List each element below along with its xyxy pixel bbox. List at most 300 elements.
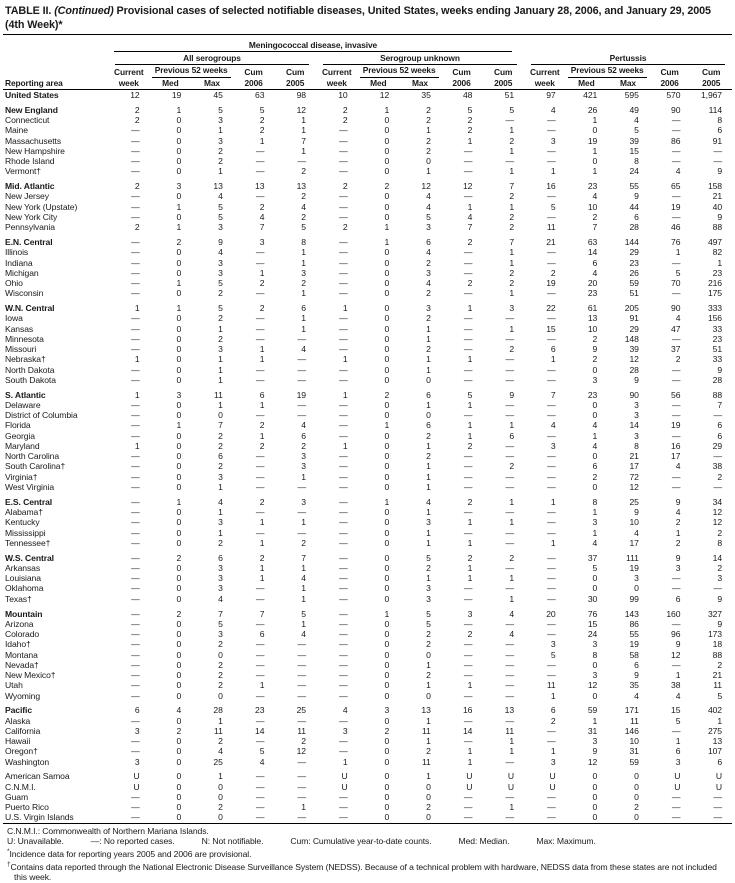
value-cell: — <box>505 639 515 650</box>
table-row <box>3 313 732 323</box>
value-cell: 3 <box>426 593 431 604</box>
value-cell: 12 <box>296 104 306 115</box>
value-cell: — <box>131 471 140 482</box>
value-cell: — <box>339 451 348 462</box>
value-cell: 1 <box>592 507 598 518</box>
value-cell: — <box>339 267 348 278</box>
value-cell: — <box>255 507 265 518</box>
value-cell: 6 <box>634 211 639 222</box>
value-cell: — <box>547 115 556 126</box>
value-cell: 19 <box>629 562 639 573</box>
value-cell: 2 <box>218 440 223 451</box>
value-cell: — <box>131 267 140 278</box>
value-cell: 1 <box>259 399 265 410</box>
value-cell: 9 <box>675 552 681 563</box>
value-cell: 175 <box>707 288 722 299</box>
value-cell: 173 <box>707 629 722 639</box>
value-cell: — <box>671 156 681 167</box>
value-cell: 0 <box>384 562 390 573</box>
value-cell: 0 <box>384 736 390 747</box>
value-cell: 1 <box>426 715 431 726</box>
value-cell: 6 <box>218 451 223 462</box>
value-cell: — <box>713 583 722 594</box>
value-cell: 10 <box>587 323 598 334</box>
value-cell: 2 <box>301 191 306 202</box>
table-row <box>3 517 732 527</box>
value-cell: 6 <box>218 552 223 563</box>
value-cell: 4 <box>301 344 306 355</box>
table-row <box>3 812 732 823</box>
value-cell: — <box>297 507 306 518</box>
value-cell: 2 <box>384 389 390 400</box>
value-cell: 1 <box>426 573 431 584</box>
value-cell: 7 <box>259 222 265 233</box>
column-header-bottom-row: Reporting area week Med Max 2006 2005 week Med Max 2006 2005 week Med Max 2006 2005 <box>3 78 732 90</box>
value-cell: 19 <box>171 90 182 100</box>
value-cell: 2 <box>509 211 515 222</box>
table-row <box>3 782 732 792</box>
value-cell: 0 <box>592 781 598 792</box>
value-cell: — <box>671 583 681 594</box>
table-row <box>3 237 732 247</box>
value-cell: 6 <box>592 257 598 268</box>
value-cell: — <box>713 791 722 802</box>
table-row <box>3 629 732 639</box>
value-cell: 0 <box>176 115 182 126</box>
value-cell: — <box>339 481 348 492</box>
value-cell: 16 <box>546 181 556 192</box>
value-cell: 96 <box>671 629 681 639</box>
value-cell: 7 <box>218 420 223 431</box>
reporting-area-cell: California <box>5 725 41 736</box>
table-row <box>3 441 732 451</box>
value-cell: — <box>339 288 348 299</box>
value-cell: 7 <box>259 608 265 619</box>
value-cell: 11 <box>297 725 306 736</box>
value-cell: 0 <box>176 781 182 792</box>
value-cell: 4 <box>592 420 598 431</box>
value-cell: 0 <box>634 771 639 782</box>
table-title-prefix: TABLE II. <box>5 5 55 17</box>
value-cell: 4 <box>426 496 431 507</box>
value-cell: U <box>507 781 515 792</box>
value-cell: 0 <box>218 812 223 823</box>
value-cell: — <box>713 481 722 492</box>
table-row <box>3 680 732 690</box>
value-cell: — <box>255 781 265 792</box>
value-cell: — <box>297 680 306 691</box>
value-cell: 0 <box>384 649 390 660</box>
value-cell: 1 <box>509 257 515 268</box>
table-row <box>3 375 732 385</box>
value-cell: — <box>463 659 473 670</box>
value-cell: 25 <box>629 496 639 507</box>
value-cell: 1 <box>259 267 265 278</box>
reporting-area-cell: New Jersey <box>5 191 49 202</box>
value-cell: 2 <box>550 267 556 278</box>
value-cell: 90 <box>671 303 681 314</box>
value-cell: 2 <box>467 496 473 507</box>
value-cell: 12 <box>712 507 722 518</box>
value-cell: 1 <box>509 247 515 258</box>
value-cell: — <box>463 156 473 167</box>
value-cell: — <box>547 481 556 492</box>
table-row <box>3 497 732 507</box>
value-cell: 17 <box>671 451 681 462</box>
value-cell: 4 <box>218 191 223 202</box>
value-cell: 6 <box>717 430 722 441</box>
value-cell: 9 <box>592 746 598 757</box>
value-cell: — <box>547 552 556 563</box>
table-row <box>3 156 732 166</box>
value-cell: 6 <box>426 237 431 248</box>
table-row <box>3 278 732 288</box>
value-cell: — <box>131 344 140 355</box>
value-cell: 2 <box>592 211 598 222</box>
value-cell: 0 <box>176 166 182 177</box>
value-cell: 0 <box>384 257 390 268</box>
value-cell: 0 <box>384 812 390 823</box>
value-cell: 1 <box>592 527 598 538</box>
value-cell: 1 <box>301 562 306 573</box>
value-cell: — <box>547 288 556 299</box>
reporting-area-cell: Iowa <box>5 313 23 324</box>
value-cell: 3 <box>426 267 431 278</box>
value-cell: 0 <box>384 461 390 472</box>
value-cell: 26 <box>629 267 639 278</box>
value-cell: — <box>255 593 265 604</box>
value-cell: 23 <box>587 288 598 299</box>
value-cell: — <box>255 690 265 701</box>
value-cell: — <box>339 201 348 212</box>
value-cell: — <box>339 573 348 584</box>
value-cell: 1 <box>426 481 431 492</box>
value-cell: 4 <box>592 440 598 451</box>
value-cell: — <box>547 374 556 385</box>
value-cell: — <box>131 736 140 747</box>
table-header <box>3 37 732 90</box>
value-cell: 21 <box>629 451 639 462</box>
value-cell: 0 <box>176 573 182 584</box>
value-cell: 0 <box>426 690 431 701</box>
value-cell: 9 <box>717 166 722 177</box>
value-cell: 9 <box>675 496 681 507</box>
value-cell: 0 <box>176 680 182 691</box>
value-cell: — <box>131 670 140 680</box>
value-cell: — <box>463 288 473 299</box>
table-title-continued: (Continued) <box>54 5 114 17</box>
value-cell: — <box>131 201 140 212</box>
value-cell: — <box>297 812 306 823</box>
value-cell: — <box>297 410 306 421</box>
value-cell: — <box>547 156 556 167</box>
value-cell: — <box>339 156 348 167</box>
value-cell: — <box>547 364 556 375</box>
value-cell: 2 <box>218 680 223 691</box>
value-cell: — <box>255 313 265 324</box>
value-cell: — <box>339 410 348 421</box>
value-cell: 7 <box>717 399 722 410</box>
table-row <box>3 619 732 629</box>
value-cell: 37 <box>671 344 681 355</box>
value-cell: 0 <box>176 399 182 410</box>
value-cell: 0 <box>592 690 598 701</box>
value-cell: — <box>339 583 348 594</box>
value-cell: — <box>339 374 348 385</box>
reporting-area-cell: Virginia† <box>5 471 38 482</box>
value-cell: 0 <box>384 201 390 212</box>
value-cell: 1 <box>218 364 223 375</box>
value-cell: U <box>715 771 722 782</box>
value-cell: 1 <box>259 344 265 355</box>
value-cell: — <box>339 715 348 726</box>
value-cell: — <box>547 333 556 344</box>
table-row <box>3 746 732 756</box>
table-row <box>3 431 732 441</box>
value-cell: 2 <box>134 104 140 115</box>
value-cell: — <box>339 802 348 813</box>
value-cell: 3 <box>301 267 306 278</box>
value-cell: — <box>297 771 306 782</box>
value-cell: — <box>505 115 515 126</box>
value-cell: 0 <box>176 517 182 528</box>
value-cell: 2 <box>176 552 182 563</box>
value-cell: 4 <box>218 247 223 258</box>
value-cell: — <box>463 247 473 258</box>
value-cell: — <box>671 410 681 421</box>
value-cell: 6 <box>509 430 515 441</box>
value-cell: 0 <box>176 451 182 462</box>
value-cell: — <box>671 430 681 441</box>
value-cell: 17 <box>629 537 639 548</box>
value-cell: 2 <box>509 191 515 202</box>
value-cell: 2 <box>426 135 431 146</box>
value-cell: — <box>671 481 681 492</box>
value-cell: 421 <box>583 90 598 100</box>
value-cell: — <box>339 517 348 528</box>
value-cell: 4 <box>675 461 681 472</box>
value-cell: — <box>463 461 473 472</box>
value-cell: — <box>131 247 140 258</box>
value-cell: 4 <box>675 507 681 518</box>
value-cell: 2 <box>426 115 431 126</box>
value-cell: 2 <box>426 313 431 324</box>
value-cell: 0 <box>634 583 639 594</box>
value-cell: 1 <box>218 399 223 410</box>
value-cell: 3 <box>218 267 223 278</box>
value-cell: — <box>547 629 556 639</box>
value-cell: — <box>547 802 556 813</box>
value-cell: 1 <box>426 166 431 177</box>
value-cell: — <box>131 420 140 431</box>
value-cell: — <box>339 471 348 482</box>
value-cell: 0 <box>176 537 182 548</box>
value-cell: — <box>339 537 348 548</box>
value-cell: — <box>671 125 681 136</box>
reporting-area-cell: Mid. Atlantic <box>5 181 55 192</box>
value-cell: 0 <box>384 166 390 177</box>
value-cell: 0 <box>176 618 182 629</box>
value-cell: 4 <box>467 211 473 222</box>
value-cell: — <box>547 527 556 538</box>
table-body <box>3 90 732 824</box>
value-cell: 1 <box>301 593 306 604</box>
value-cell: — <box>131 156 140 167</box>
reporting-area-cell: Illinois <box>5 247 29 258</box>
reporting-area-cell: Maryland <box>5 440 40 451</box>
value-cell: 0 <box>176 670 182 680</box>
value-cell: 216 <box>707 278 722 289</box>
value-cell: 0 <box>384 399 390 410</box>
value-cell: 55 <box>629 629 639 639</box>
col-current-2: Current <box>321 67 352 77</box>
value-cell: 1 <box>717 715 722 726</box>
value-cell: 1 <box>550 496 556 507</box>
value-cell: 2 <box>301 736 306 747</box>
value-cell: — <box>131 583 140 594</box>
value-cell: — <box>131 715 140 726</box>
value-cell: 1 <box>426 527 431 538</box>
value-cell: 1 <box>301 288 306 299</box>
value-cell: 19 <box>671 201 681 212</box>
value-cell: — <box>505 715 515 726</box>
value-cell: 3 <box>342 725 348 736</box>
value-cell: — <box>671 211 681 222</box>
value-cell: 1 <box>176 278 182 289</box>
value-cell: 12 <box>629 354 639 365</box>
value-cell: 0 <box>384 527 390 538</box>
reporting-area-cell: U.S. Virgin Islands <box>5 812 74 823</box>
value-cell: 0 <box>176 715 182 726</box>
value-cell: U <box>549 771 556 782</box>
value-cell: 2 <box>509 267 515 278</box>
value-cell: 2 <box>301 166 306 177</box>
value-cell: 1 <box>301 583 306 594</box>
value-cell: — <box>463 593 473 604</box>
value-cell: — <box>297 649 306 660</box>
value-cell: 1 <box>509 517 515 528</box>
value-cell: 0 <box>384 278 390 289</box>
value-cell: 1 <box>218 125 223 136</box>
value-cell: — <box>297 333 306 344</box>
value-cell: 6 <box>634 659 639 670</box>
reporting-area-cell: S. Atlantic <box>5 389 46 400</box>
value-cell: — <box>339 562 348 573</box>
value-cell: 1 <box>426 736 431 747</box>
value-cell: — <box>339 659 348 670</box>
value-cell: 1 <box>134 303 140 314</box>
value-cell: — <box>255 659 265 670</box>
value-cell: 1 <box>550 746 556 757</box>
value-cell: 6 <box>717 756 722 767</box>
reporting-area-cell: Delaware <box>5 399 41 410</box>
value-cell: 17 <box>629 461 639 472</box>
value-cell: 0 <box>218 649 223 660</box>
value-cell: 3 <box>592 736 598 747</box>
value-cell: 91 <box>629 313 639 324</box>
value-cell: 86 <box>671 135 681 146</box>
value-cell: 0 <box>592 399 598 410</box>
value-cell: 2 <box>675 537 681 548</box>
value-cell: 3 <box>384 705 390 716</box>
value-cell: 4 <box>634 115 639 126</box>
value-cell: 9 <box>634 374 639 385</box>
value-cell: — <box>671 659 681 670</box>
value-cell: 5 <box>550 201 556 212</box>
value-cell: 1 <box>426 125 431 136</box>
reporting-area-cell: Kansas <box>5 323 34 334</box>
value-cell: — <box>297 374 306 385</box>
value-cell: 46 <box>671 222 681 233</box>
value-cell: 31 <box>587 725 598 736</box>
value-cell: 0 <box>176 288 182 299</box>
table-row <box>3 553 732 563</box>
value-cell: 7 <box>550 389 556 400</box>
value-cell: — <box>255 812 265 823</box>
value-cell: 0 <box>426 781 431 792</box>
value-cell: 0 <box>176 756 182 767</box>
value-cell: 4 <box>592 191 598 202</box>
value-cell: — <box>131 573 140 584</box>
value-cell: — <box>131 313 140 324</box>
value-cell: 28 <box>213 705 223 716</box>
value-cell: — <box>131 639 140 650</box>
value-cell: 1 <box>426 507 431 518</box>
value-cell: 12 <box>296 746 306 757</box>
value-cell: — <box>463 527 473 538</box>
value-cell: 99 <box>629 593 639 604</box>
value-cell: 3 <box>134 756 140 767</box>
reporting-area-cell: E.S. Central <box>5 496 53 507</box>
value-cell: 160 <box>666 608 681 619</box>
value-cell: 59 <box>629 278 639 289</box>
value-cell: 23 <box>587 389 598 400</box>
value-cell: — <box>339 690 348 701</box>
value-cell: 33 <box>712 354 722 365</box>
value-cell: — <box>339 191 348 202</box>
value-cell: 9 <box>218 237 223 248</box>
value-cell: — <box>131 618 140 629</box>
value-cell: 1 <box>550 354 556 365</box>
value-cell: — <box>671 191 681 202</box>
value-cell: 31 <box>629 746 639 757</box>
table-row <box>3 90 732 101</box>
reporting-area-cell: Montana <box>5 649 38 660</box>
value-cell: — <box>131 608 140 619</box>
value-cell: 44 <box>629 201 639 212</box>
value-cell: 4 <box>592 267 598 278</box>
value-cell: 90 <box>671 104 681 115</box>
value-cell: 1 <box>384 104 390 115</box>
value-cell: 1 <box>301 247 306 258</box>
value-cell: — <box>131 211 140 222</box>
value-cell: — <box>671 618 681 629</box>
value-cell: 23 <box>712 333 722 344</box>
value-cell: 1 <box>342 756 348 767</box>
value-cell: — <box>463 374 473 385</box>
table-row <box>3 166 732 176</box>
value-cell: 1 <box>342 440 348 451</box>
value-cell: — <box>131 537 140 548</box>
value-cell: 0 <box>384 690 390 701</box>
value-cell: — <box>547 670 556 680</box>
value-cell: 2 <box>509 222 515 233</box>
value-cell: 3 <box>176 389 182 400</box>
value-cell: 1 <box>301 618 306 629</box>
value-cell: 2 <box>301 537 306 548</box>
value-cell: 5 <box>717 690 722 701</box>
value-cell: 2 <box>550 715 556 726</box>
